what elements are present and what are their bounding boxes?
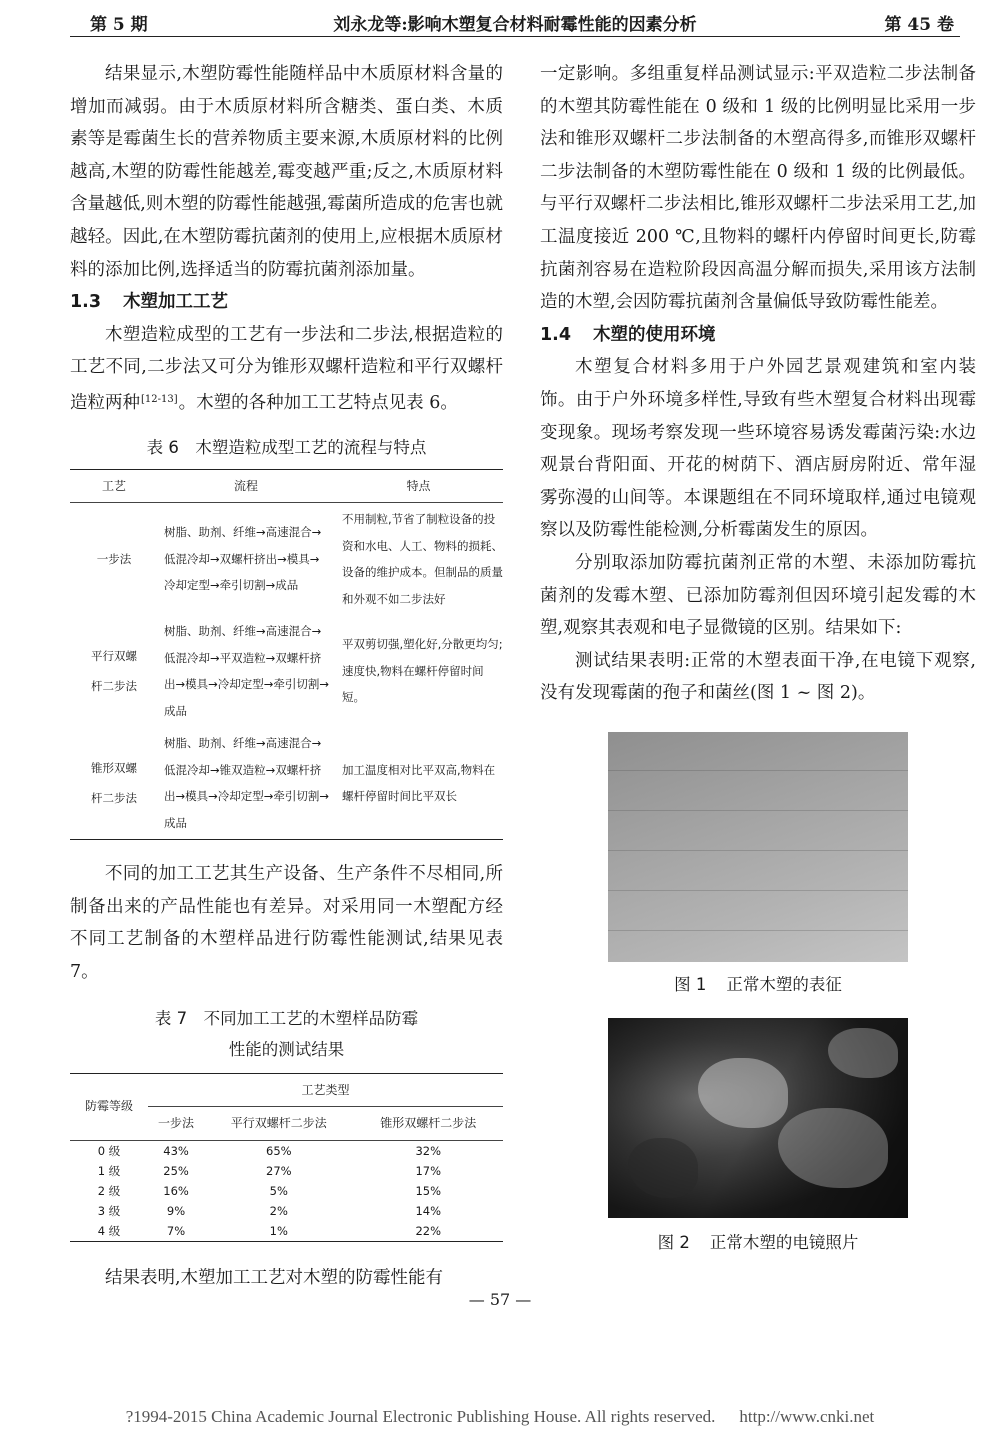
copyright-text: ?1994-2015 China Academic Journal Electronic Publishing House. All rights reserved.	[125, 1407, 716, 1426]
paragraph: 一定影响。多组重复样品测试显示:平双造粒二步法制备的木塑其防霉性能在 0 级和 1 级的比例明显比采用一步法和锥形双螺杆二步法制备的木塑高得多,而锥形双螺杆二步法制备的木塑防霉性能在 0 级和 1 级的比例最低。与平行双螺杆二步法相比,锥形双螺杆二步法采用工艺,加工温度接近 200 ℃,且物料的螺杆内停留时间更长,防霉抗菌剂容易在造粒阶段因高温分解而损失,采用该方法制造的木塑,会因防霉抗菌剂含量偏低导致防霉性能差。	[540, 64, 976, 313]
process-feature: 加工温度相对比平双高,物料在螺杆停留时间比平双长	[334, 727, 503, 840]
header-rule	[70, 36, 960, 37]
page-number: — 57 —	[468, 1290, 532, 1309]
process-name: 平行双螺杆二步法	[91, 649, 137, 694]
process-flow: 树脂、助剂、纤维→高速混合→低混冷却→平双造粒→双螺杆挤出→模具→冷却定型→牵引切割→成品	[164, 624, 330, 718]
table-6-title: 表 6 木塑造粒成型工艺的流程与特点	[146, 437, 427, 457]
volume-label: 第 45 卷	[884, 15, 954, 35]
table-cell: 25%	[163, 1163, 189, 1178]
table-header-cell: 锥形双螺杆二步法	[354, 1107, 503, 1141]
figure-2-caption	[540, 1228, 976, 1258]
table-6	[70, 469, 503, 841]
citation-ref: [12-13]	[141, 393, 178, 405]
running-header	[70, 6, 960, 36]
section-number: 1.4	[540, 324, 572, 345]
paragraph: 分别取添加防霉抗菌剂正常的木塑、未添加防霉抗菌剂的发霉木塑、已添加防霉剂但因环境引起发霉的木塑,观察其表观和电子显微镜的区别。结果如下:	[540, 552, 976, 639]
paragraph: 结果显示,木塑防霉性能随样品中木质原材料含量的增加而减弱。由于木质原材料所含糖类、蛋白类、木质素等是霉菌生长的营养物质主要来源,木质原材料的比例越高,木塑的防霉性能越差,霉变越严重;反之,木质原材料含量越低,则木塑的防霉性能越强,霉菌所造成的危害也就越轻。因此,在木塑防霉抗菌剂的使用上,应根据木质原材料的添加比例,选择适当的防霉抗菌剂添加量。	[70, 64, 503, 280]
paragraph: 测试结果表明:正常的木塑表面干净,在电镜下观察,没有发现霉菌的孢子和菌丝(图 1 ~ 图 2)。	[540, 650, 976, 704]
table-header-cell: 防霉等级	[70, 1073, 148, 1140]
table-cell: 16%	[163, 1183, 189, 1198]
paragraph-text: 木塑造粒成型的工艺有一步法和二步法,根据造粒的工艺不同,二步法又可分为锥形双螺杆造粒和平行双螺杆造粒两种	[70, 324, 503, 413]
table-cell: 7%	[148, 1221, 204, 1242]
table-row	[70, 1221, 503, 1242]
table-cell: 15%	[415, 1183, 442, 1198]
table-header-cell: 工艺	[70, 469, 158, 503]
table-cell: 5%	[269, 1183, 288, 1198]
table-cell: 4 级	[70, 1221, 148, 1242]
table-7-title-line: 表 7 不同加工工艺的木塑样品防霉	[154, 1008, 419, 1028]
copyright-footer	[0, 1407, 1000, 1427]
table-row	[70, 727, 503, 840]
right-column	[540, 58, 976, 1258]
figure-1-image	[608, 732, 908, 962]
process-name: 锥形双螺杆二步法	[70, 727, 158, 840]
figure-1-caption	[540, 970, 976, 1000]
table-cell: 9%	[166, 1203, 186, 1218]
section-title: 木塑的使用环境	[593, 324, 716, 345]
process-name: 一步法	[96, 552, 132, 567]
paragraph	[70, 319, 503, 420]
table-cell: 1 级	[97, 1163, 121, 1178]
running-title: 刘永龙等:影响木塑复合材料耐霉性能的因素分析	[333, 15, 697, 35]
figure-caption-text: 正常木塑的表征	[726, 974, 842, 994]
table-7	[70, 1073, 503, 1242]
table-cell: 22%	[354, 1221, 503, 1242]
section-heading-1-4	[540, 319, 976, 352]
issue-label: 第 5 期	[90, 15, 148, 35]
section-heading-1-3	[70, 286, 503, 319]
section-number: 1.3	[70, 292, 102, 313]
table-header-cell: 流程	[158, 469, 334, 503]
table-cell: 3 级	[97, 1203, 121, 1218]
table-7-title	[70, 1003, 503, 1065]
table-header-row	[70, 1073, 503, 1107]
table-row	[70, 503, 503, 616]
table-header-row	[70, 469, 503, 503]
figure-2-image	[608, 1018, 908, 1218]
figure-number: 图 2	[657, 1232, 690, 1252]
table-cell: 17%	[415, 1163, 442, 1178]
left-column	[70, 58, 503, 1294]
table-cell: 43%	[163, 1143, 189, 1158]
table-row	[70, 1161, 503, 1181]
table-cell: 1%	[204, 1221, 353, 1242]
table-cell: 2 级	[97, 1183, 121, 1198]
figure-caption-text: 正常木塑的电镜照片	[709, 1232, 859, 1252]
process-feature: 不用制粒,节省了制粒设备的投资和水电、人工、物料的损耗、设备的维护成本。但制品的质量和外观不如二步法好	[342, 512, 503, 606]
table-cell: 65%	[266, 1143, 292, 1158]
table-header-cell: 一步法	[148, 1107, 204, 1141]
paragraph-text: 。木塑的各种加工工艺特点见表 6。	[178, 392, 458, 413]
process-flow: 树脂、助剂、纤维→高速混合→低混冷却→双螺杆挤出→模具→冷却定型→牵引切割→成品	[164, 525, 322, 593]
table-cell: 27%	[266, 1163, 292, 1178]
table-header-cell: 特点	[334, 469, 503, 503]
table-cell: 2%	[269, 1203, 288, 1218]
section-title: 木塑加工工艺	[123, 292, 229, 313]
table-cell: 14%	[415, 1203, 442, 1218]
paragraph: 结果表明,木塑加工工艺对木塑的防霉性能有	[105, 1267, 444, 1288]
table-header-group: 工艺类型	[148, 1073, 503, 1107]
table-row	[70, 1201, 503, 1221]
table-cell: 32%	[415, 1143, 442, 1158]
table-7-title-line: 性能的测试结果	[228, 1039, 345, 1059]
paragraph: 木塑复合材料多用于户外园艺景观建筑和室内装饰。由于户外环境多样性,导致有些木塑复合材料出现霉变现象。现场考察发现一些环境容易诱发霉菌污染:水边观景台背阳面、开花的树荫下、酒店厨房附近、常年湿雾弥漫的山间等。本课题组在不同环境取样,通过电镜观察以及防霉性能检测,分析霉菌发生的原因。	[540, 357, 976, 541]
table-cell: 0 级	[97, 1143, 121, 1158]
table-header-cell: 平行双螺杆二步法	[204, 1107, 353, 1141]
table-row	[70, 1140, 503, 1161]
process-flow: 树脂、助剂、纤维→高速混合→低混冷却→锥双造粒→双螺杆挤出→模具→冷却定型→牵引切割→成品	[158, 727, 334, 840]
table-row	[70, 1181, 503, 1201]
footer-url[interactable]: http://www.cnki.net	[739, 1407, 875, 1426]
table-row	[70, 615, 503, 727]
process-feature: 平双剪切强,塑化好,分散更均匀;速度快,物料在螺杆停留时间短。	[342, 637, 503, 705]
paragraph: 不同的加工工艺其生产设备、生产条件不尽相同,所制备出来的产品性能也有差异。对采用同一木塑配方经不同工艺制备的木塑样品进行防霉性能测试,结果见表 7。	[70, 864, 503, 982]
figure-number: 图 1	[674, 974, 707, 994]
